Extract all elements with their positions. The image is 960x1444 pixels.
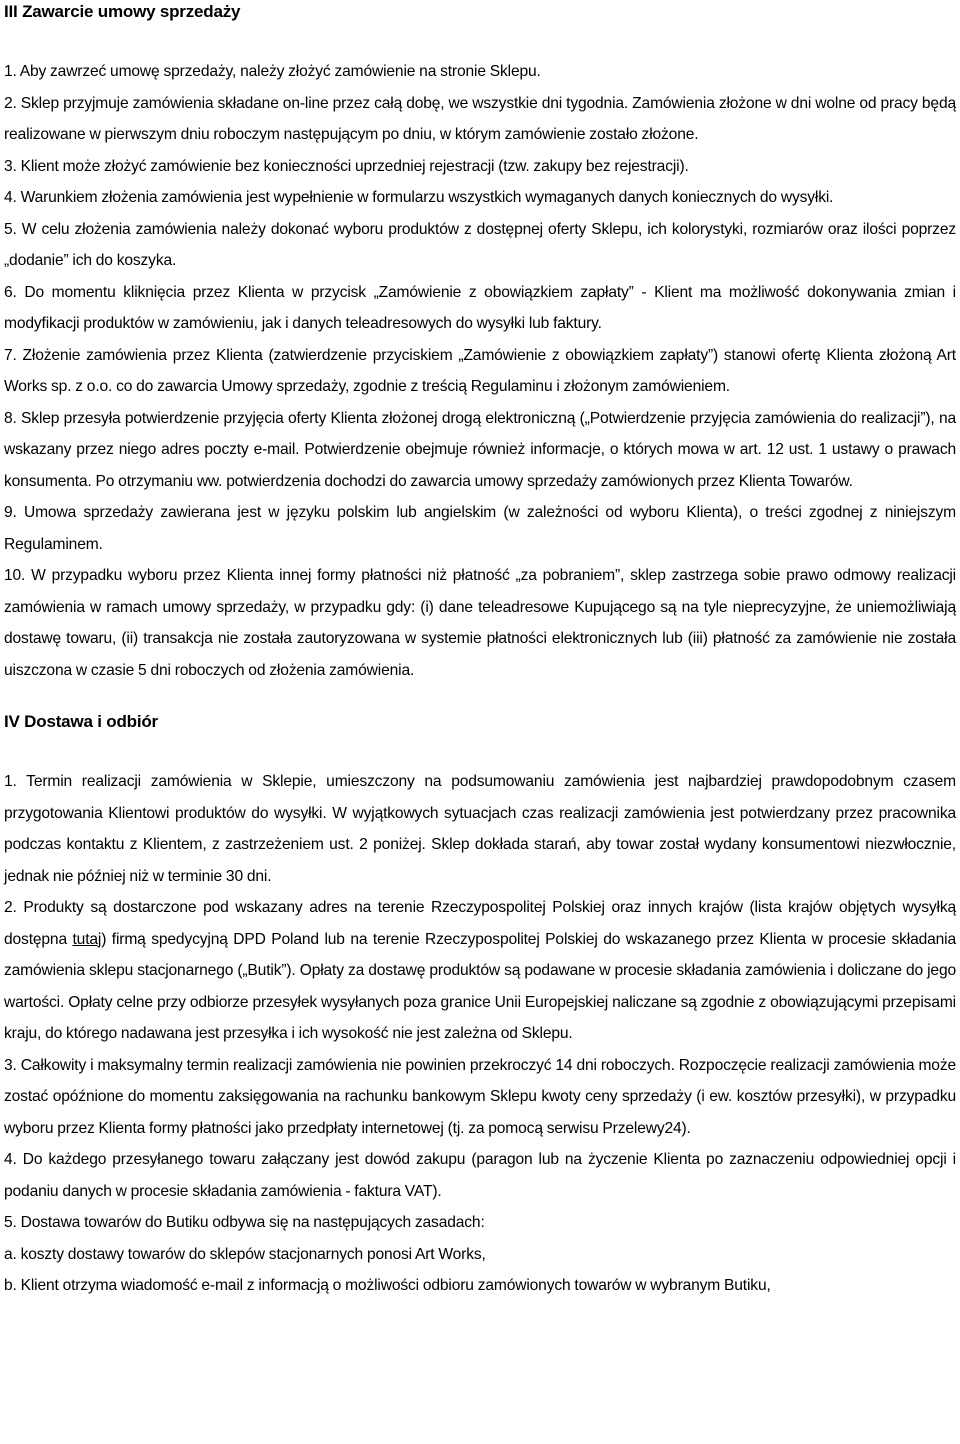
section-iii-content — [4, 56, 956, 686]
paragraph-iv-2-text-start: 2. Produkty są dostarczone pod wskazany adres na terenie Rzeczypospolitej Polskiej oraz innych krajów (lista krajów objętych wysyłką dostępna — [4, 899, 956, 948]
paragraph-iii-1: 1. Aby zawrzeć umowę sprzedaży, należy złożyć zamówienie na stronie Sklepu. — [4, 63, 541, 80]
paragraph-iv-5: 5. Dostawa towarów do Butiku odbywa się na następujących zasadach: — [4, 1214, 485, 1231]
paragraph-iii-5: 5. W celu złożenia zamówienia należy dokonać wyboru produktów z dostępnej oferty Sklepu, ich kolorystyki, rozmiarów oraz ilości poprzez „dodanie” ich do koszyka. — [4, 220, 956, 269]
countries-list-link[interactable]: tutaj — [72, 930, 102, 948]
paragraph-iii-8: 8. Sklep przesyła potwierdzenie przyjęcia oferty Klienta złożonej drogą elektroniczną („Potwierdzenie przyjęcia zamówienia do realizacji”), na wskazany przez niego adres poczty e-mail. Potwierdzenie obejmuje również informacje, o których mowa w art. 12 ust. 1 ustawy o prawach konsumenta. Po otrzymaniu ww. potwierdzenia dochodzi do zawarcia umowy sprzedaży zamówionych przez Klienta Towarów. — [4, 409, 956, 490]
section-heading-iii: III Zawarcie umowy sprzedaży — [4, 2, 241, 21]
paragraph-iv-4: 4. Do każdego przesyłanego towaru załączany jest dowód zakupu (paragon lub na życzenie Klienta po zaznaczeniu odpowiedniej opcji i podaniu danych w procesie składania zamówienia - faktura VAT). — [4, 1151, 956, 1200]
paragraph-iv-2 — [4, 892, 956, 1050]
paragraph-iii-9: 9. Umowa sprzedaży zawierana jest w języku polskim lub angielskim (w zależności od wyboru Klienta), o treści zgodnej z niniejszym Regulaminem. — [4, 504, 956, 553]
paragraph-iv-5a: a. koszty dostawy towarów do sklepów stacjonarnych ponosi Art Works, — [4, 1245, 486, 1263]
paragraph-iii-10: 10. W przypadku wyboru przez Klienta innej formy płatności niż płatność „za pobraniem”, sklep zastrzega sobie prawo odmowy realizacji zamówienia w ramach umowy sprzedaży, w przypadku gdy: (i) dane teleadresowe Kupującego są na tyle nieprecyzyjne, że uniemożliwiają dostawę towaru, (ii) transakcja nie została zautoryzowana w systemie płatności elektronicznych lub (iii) płatność za zamówienie nie została uiszczona w czasie 5 dni roboczych od złożenia zamówienia. — [4, 567, 956, 679]
section-heading-iv: IV Dostawa i odbiór — [4, 712, 158, 731]
section-iv-content — [4, 766, 956, 1302]
paragraph-iii-2: 2. Sklep przyjmuje zamówienia składane on-line przez całą dobę, we wszystkie dni tygodnia. Zamówienia złożone w dni wolne od pracy będą realizowane w pierwszym dniu roboczym następującym po dniu, w którym zamówienie zostało złożone. — [4, 94, 956, 143]
document-page — [4, 0, 956, 1302]
paragraph-iv-5b: b. Klient otrzyma wiadomość e-mail z informacją o możliwości odbioru zamówionych towarów w wybranym Butiku, — [4, 1277, 771, 1294]
paragraph-iii-7: 7. Złożenie zamówienia przez Klienta (zatwierdzenie przyciskiem „Zamówienie z obowiązkiem zapłaty”) stanowi ofertę Klienta złożoną Art Works sp. z o.o. co do zawarcia Umowy sprzedaży, zgodnie z treścią Regulaminu i złożonym zamówieniem. — [4, 346, 956, 395]
paragraph-iii-4: 4. Warunkiem złożenia zamówienia jest wypełnienie w formularzu wszystkich wymaganych danych koniecznych do wysyłki. — [4, 189, 834, 206]
paragraph-iii-3: 3. Klient może złożyć zamówienie bez konieczności uprzedniej rejestracji (tzw. zakupy bez rejestracji). — [4, 157, 689, 175]
paragraph-iv-1: 1. Termin realizacji zamówienia w Sklepie, umieszczony na podsumowaniu zamówienia jest najbardziej prawdopodobnym czasem przygotowania Klientowi produktów do wysyłki. W wyjątkowych sytuacjach czas realizacji zamówienia jest potwierdzany przez pracownika podczas kontaktu z Klientem, z zastrzeżeniem ust. 2 poniżej. Sklep dokłada starań, aby towar został wydany konsumentowi niezwłocznie, jednak nie później niż w terminie 30 dni. — [4, 773, 956, 885]
paragraph-iv-3: 3. Całkowity i maksymalny termin realizacji zamówienia nie powinien przekroczyć 14 dni roboczych. Rozpoczęcie realizacji zamówienia może zostać opóźnione do momentu zaksięgowania na rachunku bankowym Sklepu kwoty ceny sprzedaży (i ew. kosztów przesyłki), w przypadku wyboru przez Klienta formy płatności jako przedpłaty internetowej (tj. za pomocą serwisu Przelewy24). — [4, 1056, 956, 1137]
paragraph-iii-6: 6. Do momentu kliknięcia przez Klienta w przycisk „Zamówienie z obowiązkiem zapłaty” - Klient ma możliwość dokonywania zmian i modyfikacji produktów w zamówieniu, jak i danych teleadresowych do wysyłki lub faktury. — [4, 283, 956, 332]
paragraph-iv-2-text-end: ) firmą spedycyjną DPD Poland lub na terenie Rzeczypospolitej Polskiej do wskazanego przez Klienta w procesie składania zamówienia sklepu stacjonarnego („Butik”). Opłaty za dostawę produktów są podawane w procesie składania zamówienia i doliczane do jego wartości. Opłaty celne przy odbiorze przesyłek wysyłanych poza granice Unii Europejskiej naliczane są zgodnie z obowiązującymi przepisami kraju, do którego nadawana jest przesyłka i ich wysokość nie jest zależna od Sklepu. — [4, 930, 956, 1042]
